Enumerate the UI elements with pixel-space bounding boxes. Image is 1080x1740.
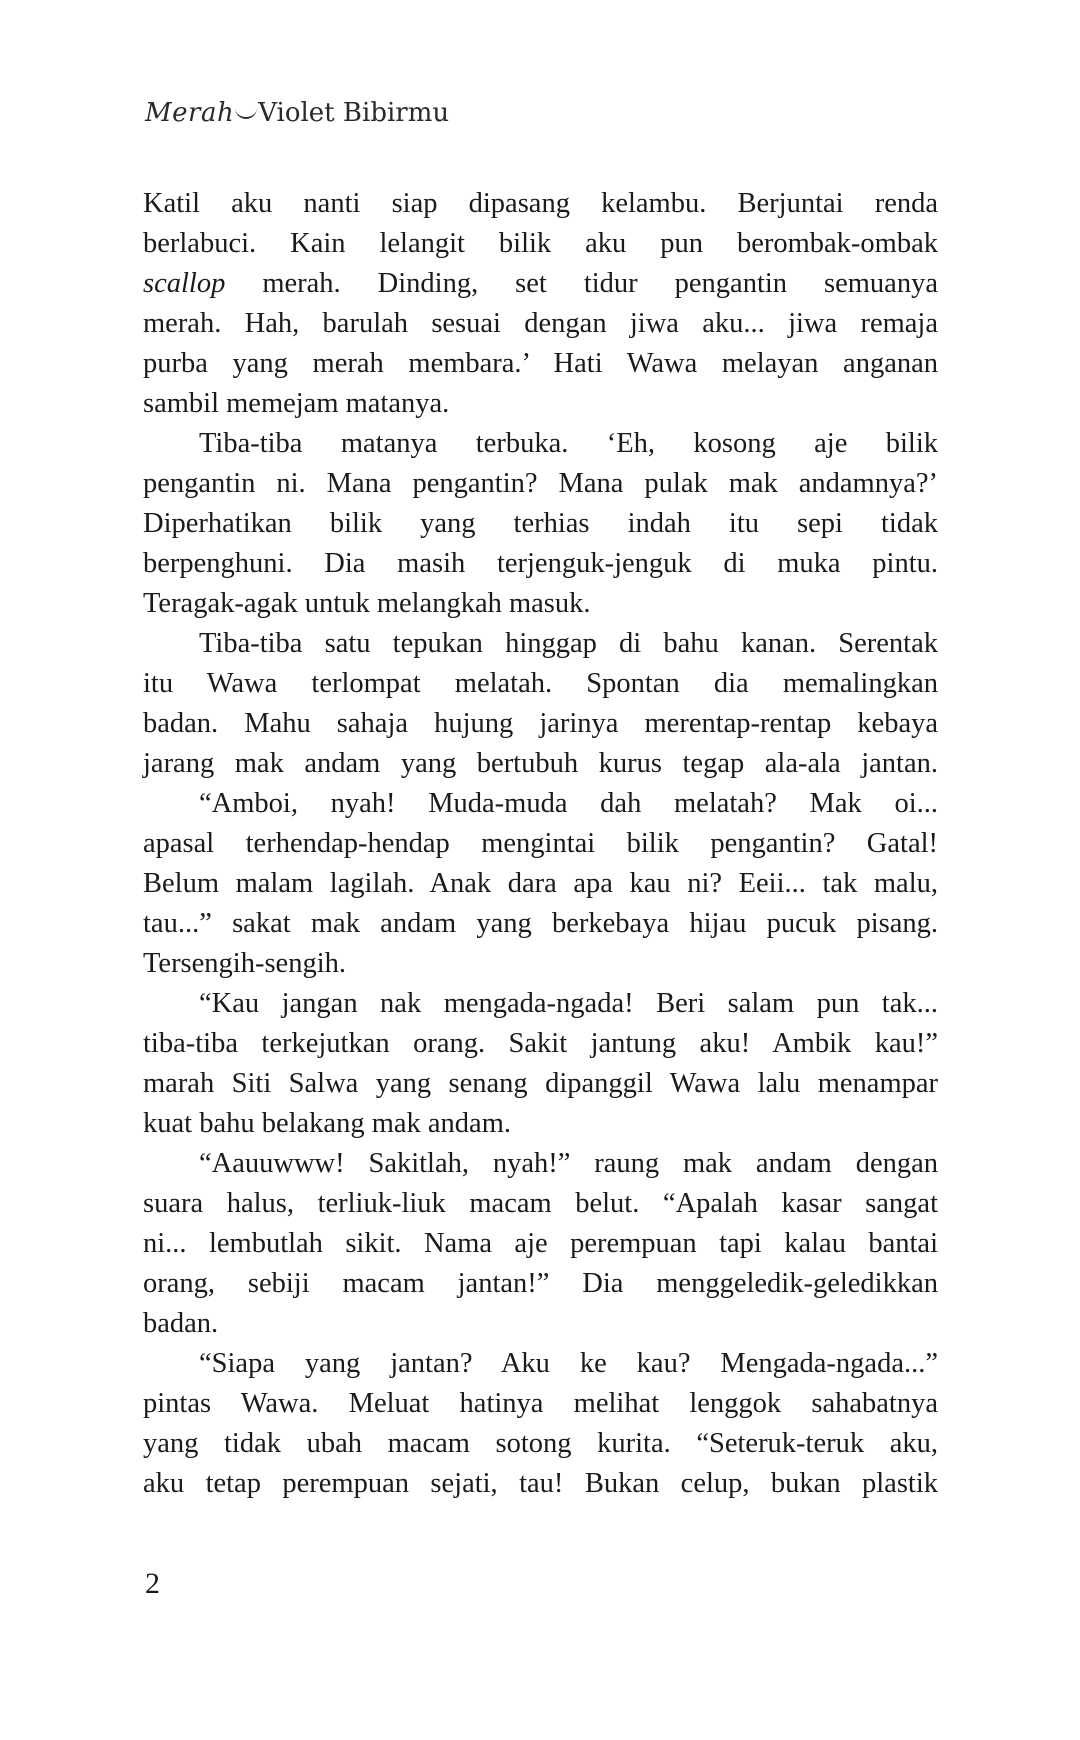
text-line bbox=[143, 864, 938, 904]
text-line-content: suara halus, terliuk-liuk macam belut. “Apalah kasar sangat bbox=[143, 1188, 938, 1219]
text-line bbox=[143, 624, 938, 664]
text-line-content: Belum malam lagilah. Anak dara apa kau ni? Eeii... tak malu, bbox=[143, 868, 938, 899]
text-line-content: orang, sebiji macam jantan!” Dia menggeledik-geledikkan bbox=[143, 1268, 938, 1299]
text-line-content: kuat bahu belakang mak andam. bbox=[143, 1108, 511, 1139]
italic-word: scallop bbox=[143, 268, 226, 299]
text-line bbox=[143, 464, 938, 504]
text-line bbox=[143, 184, 938, 224]
text-line-content: merah. Hah, barulah sesuai dengan jiwa aku... jiwa remaja bbox=[143, 308, 938, 339]
text-line bbox=[143, 1224, 938, 1264]
text-line-content: berlabuci. Kain lelangit bilik aku pun berombak-ombak bbox=[143, 228, 938, 259]
text-line bbox=[143, 1464, 938, 1504]
text-line bbox=[143, 1264, 938, 1304]
text-line-content: Teragak-agak untuk melangkah masuk. bbox=[143, 588, 591, 619]
text-line bbox=[143, 1304, 938, 1344]
text-line-content: “Kau jangan nak mengada-ngada! Beri salam pun tak... bbox=[199, 988, 938, 1019]
text-line bbox=[143, 984, 938, 1024]
body-text bbox=[143, 184, 938, 1504]
text-line-content: sambil memejam matanya. bbox=[143, 388, 450, 419]
text-line-content: Tiba-tiba satu tepukan hinggap di bahu kanan. Serentak bbox=[199, 628, 938, 659]
text-line-content: “Aauuwww! Sakitlah, nyah!” raung mak andam dengan bbox=[199, 1148, 938, 1179]
text-line bbox=[143, 1144, 938, 1184]
text-line-content: Tersengih-sengih. bbox=[143, 948, 346, 979]
text-line-content: ni... lembutlah sikit. Nama aje perempuan tapi kalau bantai bbox=[143, 1228, 938, 1259]
header-swash-ornament bbox=[235, 107, 257, 119]
page-number: 2 bbox=[145, 1567, 160, 1600]
running-header bbox=[145, 96, 449, 130]
text-line-content: purba yang merah membara.’ Hati Wawa melayan anganan bbox=[143, 348, 938, 379]
text-line bbox=[143, 424, 938, 464]
text-line-content: itu Wawa terlompat melatah. Spontan dia memalingkan bbox=[143, 668, 938, 699]
text-line-content: marah Siti Salwa yang senang dipanggil Wawa lalu menampar bbox=[143, 1068, 938, 1099]
text-line-content: jarang mak andam yang bertubuh kurus tegap ala-ala jantan. bbox=[143, 748, 938, 779]
text-line bbox=[143, 304, 938, 344]
text-line-content: pintas Wawa. Meluat hatinya melihat lenggok sahabatnya bbox=[143, 1388, 938, 1419]
text-line bbox=[143, 744, 938, 784]
text-line bbox=[143, 824, 938, 864]
text-line-content: yang tidak ubah macam sotong kurita. “Seteruk-teruk aku, bbox=[143, 1428, 938, 1459]
header-title-part2: Violet Bibirmu bbox=[258, 98, 450, 128]
text-line-content: aku tetap perempuan sejati, tau! Bukan celup, bukan plastik bbox=[143, 1468, 938, 1499]
text-line bbox=[143, 664, 938, 704]
text-line bbox=[143, 584, 938, 624]
text-line bbox=[143, 704, 938, 744]
text-line-content: merah. Dinding, set tidur pengantin semuanya bbox=[225, 268, 938, 299]
text-line bbox=[143, 904, 938, 944]
text-line bbox=[143, 1024, 938, 1064]
text-line bbox=[143, 544, 938, 584]
text-line bbox=[143, 1184, 938, 1224]
text-line bbox=[143, 384, 938, 424]
header-title-part1: Merah bbox=[145, 98, 235, 128]
text-line bbox=[143, 344, 938, 384]
text-line bbox=[143, 264, 938, 304]
text-line-content: Katil aku nanti siap dipasang kelambu. Berjuntai renda bbox=[143, 188, 938, 219]
text-line-content: berpenghuni. Dia masih terjenguk-jenguk di muka pintu. bbox=[143, 548, 938, 579]
text-line bbox=[143, 224, 938, 264]
text-line bbox=[143, 1384, 938, 1424]
text-line-content: badan. bbox=[143, 1308, 219, 1339]
text-line-content: “Amboi, nyah! Muda-muda dah melatah? Mak oi... bbox=[199, 788, 938, 819]
text-line-content: tau...” sakat mak andam yang berkebaya hijau pucuk pisang. bbox=[143, 908, 938, 939]
text-line-content: tiba-tiba terkejutkan orang. Sakit jantung aku! Ambik kau!” bbox=[143, 1028, 938, 1059]
text-line bbox=[143, 1344, 938, 1384]
text-line bbox=[143, 944, 938, 984]
text-line-content: badan. Mahu sahaja hujung jarinya merentap-rentap kebaya bbox=[143, 708, 938, 739]
text-line-content: Tiba-tiba matanya terbuka. ‘Eh, kosong aje bilik bbox=[199, 428, 938, 459]
text-line-content: pengantin ni. Mana pengantin? Mana pulak mak andamnya?’ bbox=[143, 468, 938, 499]
text-line bbox=[143, 784, 938, 824]
text-line bbox=[143, 1424, 938, 1464]
text-line bbox=[143, 504, 938, 544]
text-line-content: apasal terhendap-hendap mengintai bilik pengantin? Gatal! bbox=[143, 828, 938, 859]
text-line bbox=[143, 1064, 938, 1104]
text-line-content: Diperhatikan bilik yang terhias indah itu sepi tidak bbox=[143, 508, 938, 539]
text-line-content: “Siapa yang jantan? Aku ke kau? Mengada-ngada...” bbox=[199, 1348, 938, 1379]
text-line bbox=[143, 1104, 938, 1144]
